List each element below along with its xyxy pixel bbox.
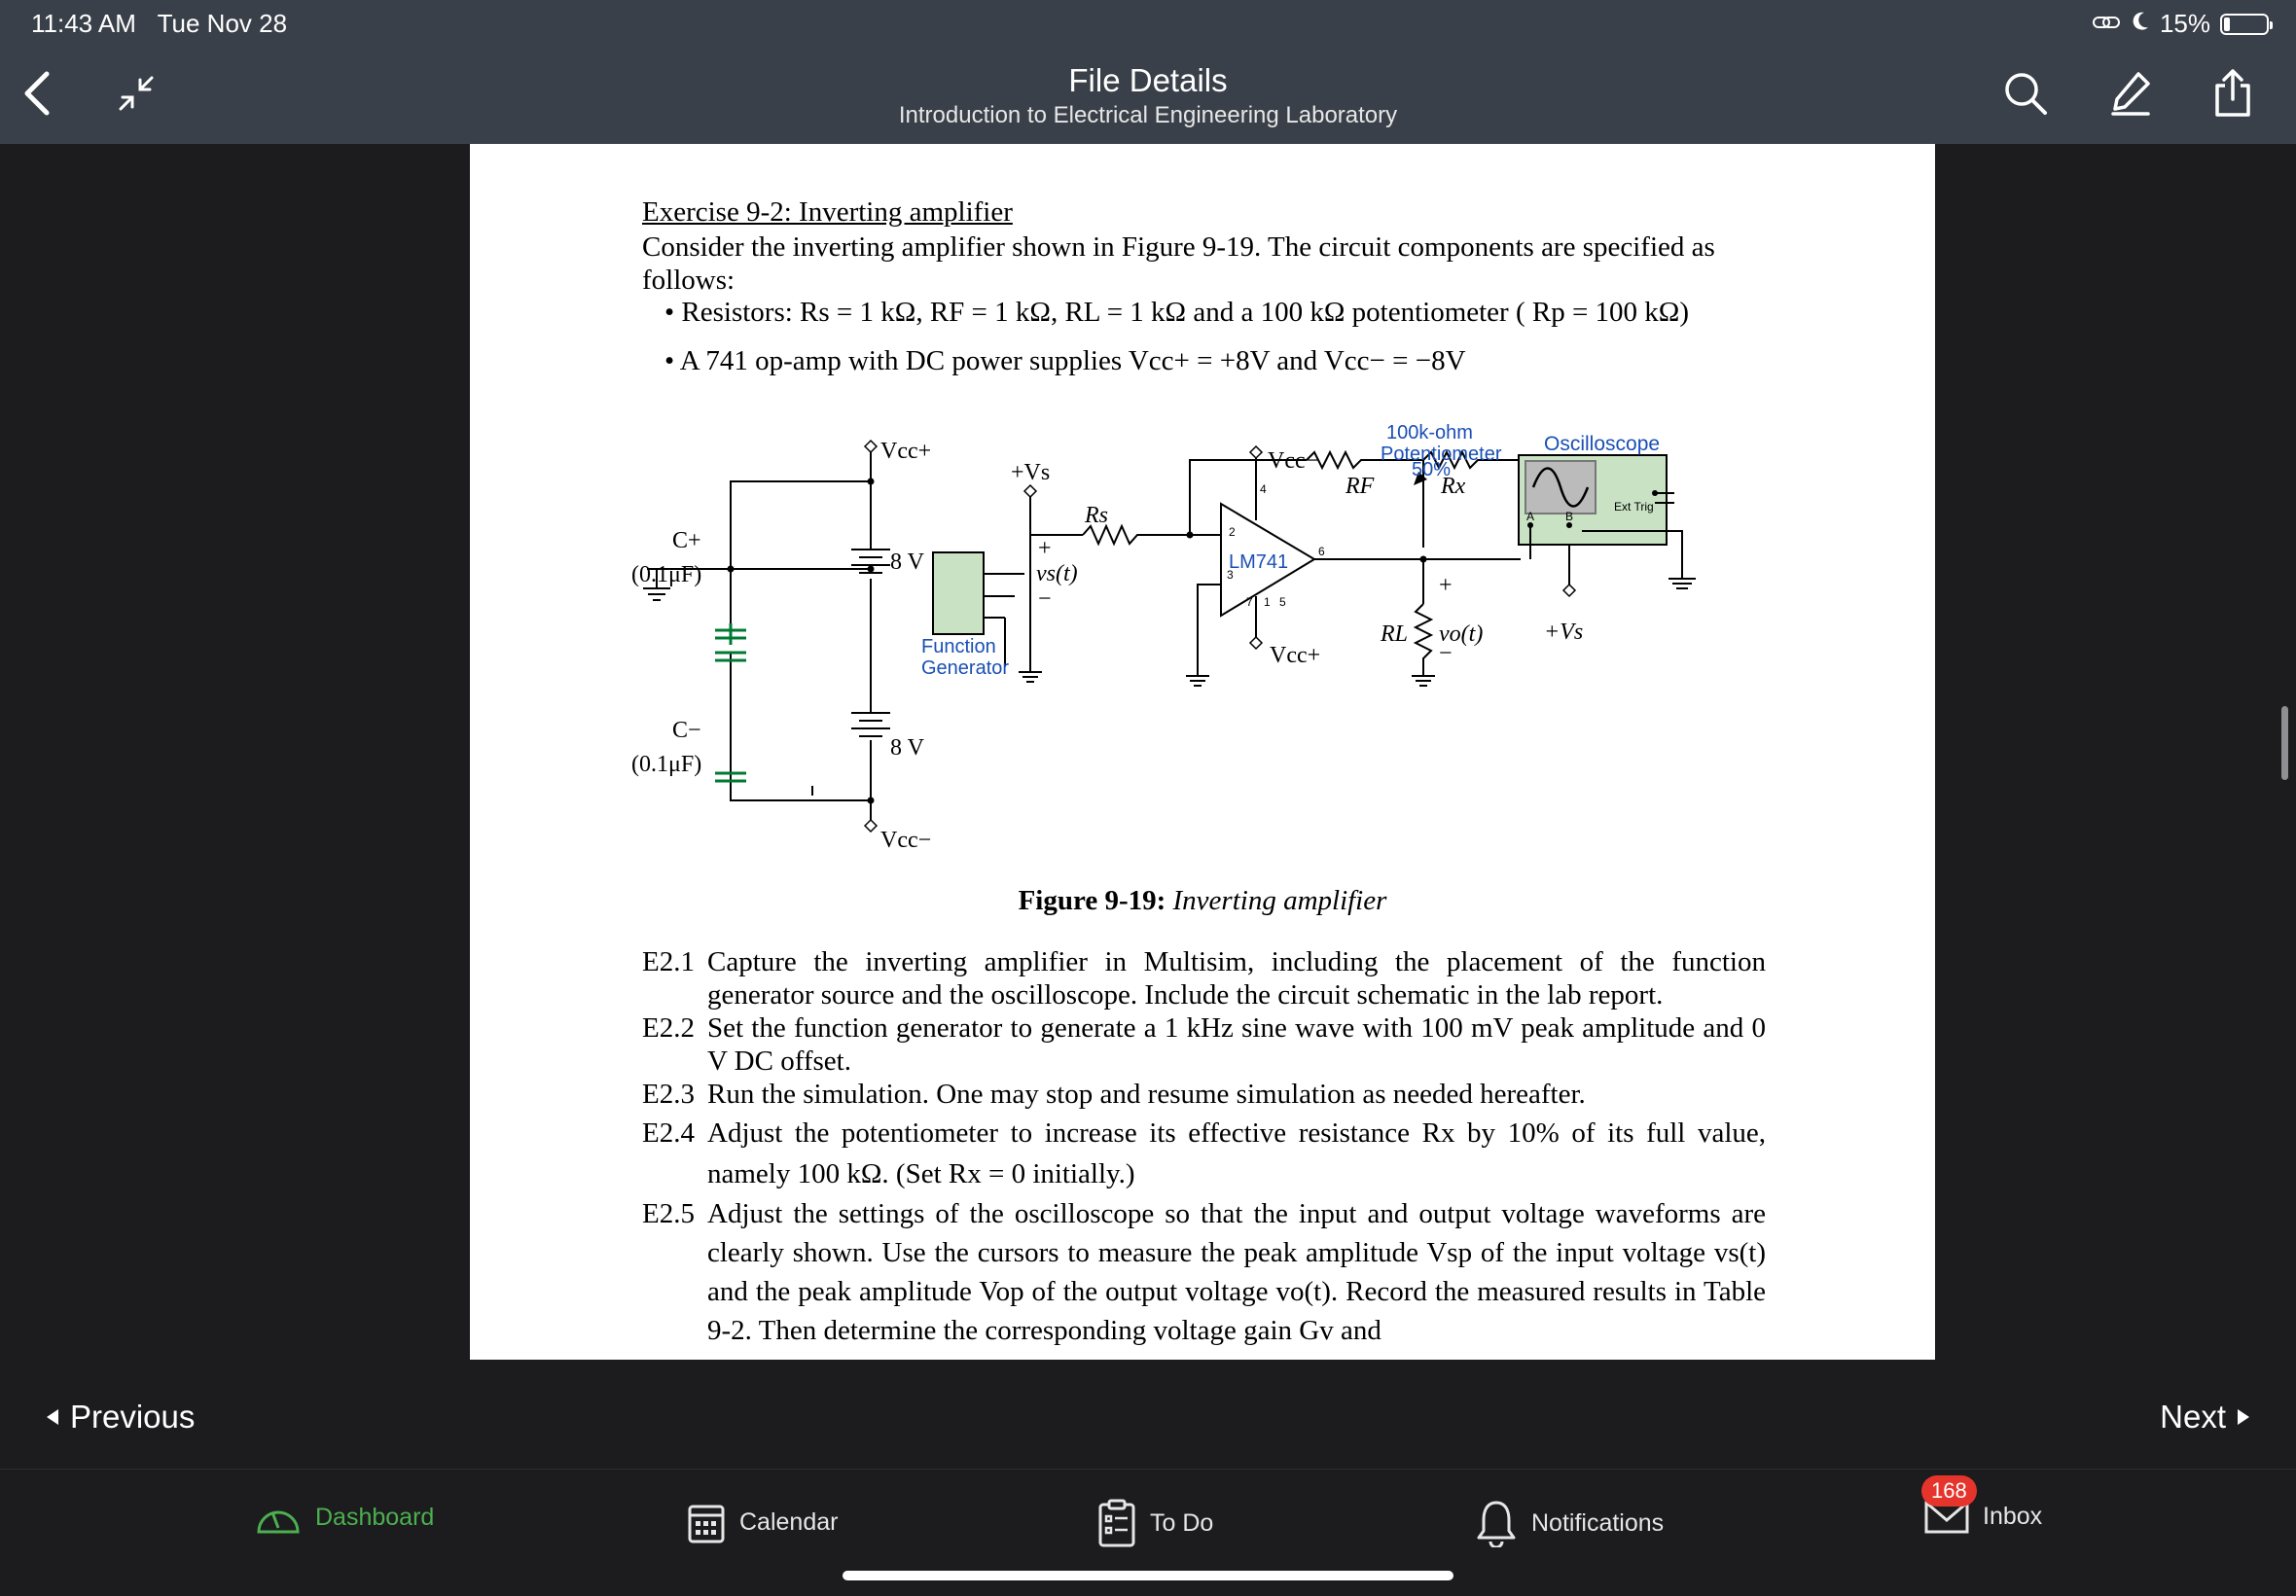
- label-vs-scope: +Vs: [1544, 620, 1584, 645]
- label-pot-line2: Potentiometer: [1381, 443, 1502, 465]
- intro-paragraph: Consider the inverting amplifier shown in Figure 9-19. The circuit components are specified as follows:: [642, 231, 1715, 296]
- label-pin4: 4: [1260, 482, 1267, 496]
- label-pin7: 7: [1246, 595, 1253, 609]
- status-right: [2092, 9, 2269, 39]
- status-bar: [0, 0, 2296, 47]
- bullet-resistors: • Resistors: Rs = 1 kΩ, RF = 1 kΩ, RL = 1 kΩ and a 100 kΩ potentiometer ( Rp = 100 kΩ): [664, 297, 1690, 328]
- label-fg-line2: Generator: [921, 657, 1010, 679]
- label-8v-bottom: 8 V: [890, 735, 924, 761]
- document-viewer[interactable]: [0, 144, 2296, 1360]
- label-vcc-minus-top: Vcc−: [1268, 448, 1319, 474]
- label-pot-pct: 50%: [1412, 459, 1452, 480]
- page-title: File Details: [1068, 62, 1228, 98]
- label-plus-vo: +: [1439, 573, 1453, 598]
- bullet-opamp: • A 741 op-amp with DC power supplies Vcc+ = +8V and Vcc− = −8V: [664, 345, 1466, 376]
- label-minus-vs: −: [1038, 586, 1052, 612]
- label-pin5: 5: [1279, 595, 1286, 609]
- calendar-icon: [687, 1499, 726, 1545]
- moon-icon: [2131, 9, 2150, 39]
- label-vs-t: vs(t): [1036, 561, 1078, 586]
- label-pin6: 6: [1318, 545, 1325, 558]
- label-rs: Rs: [1085, 503, 1108, 528]
- label-8v-top: 8 V: [890, 550, 924, 575]
- share-icon: [2211, 68, 2254, 119]
- course-name: Introduction to Electrical Engineering Laboratory: [898, 102, 1398, 128]
- previous-button[interactable]: Previous: [47, 1399, 195, 1436]
- label-c-plus-val: (0.1μF): [631, 562, 702, 587]
- label-vcc-plus-top: Vcc+: [880, 439, 932, 464]
- next-button[interactable]: Next: [2160, 1399, 2249, 1436]
- document-page: [470, 144, 1935, 1360]
- label-rf: RF: [1345, 474, 1375, 499]
- label-pot-line1: 100k-ohm: [1386, 422, 1473, 443]
- search-button[interactable]: [1996, 64, 2055, 123]
- tab-inbox[interactable]: Inbox: [1924, 1499, 2042, 1534]
- list-item: E2.2 Set the function generator to generate a 1 kHz sine wave with 100 mV peak amplitude and 0 V DC offset.: [642, 1012, 1766, 1077]
- label-ext-trig: Ext Trig: [1614, 500, 1654, 514]
- tab-calendar[interactable]: Calendar: [687, 1499, 838, 1545]
- todo-icon: [1097, 1499, 1136, 1547]
- status-date: Tue Nov 28: [157, 9, 288, 38]
- file-header: [0, 47, 2296, 144]
- status-time: 11:43 AM Tue Nov 28: [31, 9, 288, 38]
- list-item: E2.5 Adjust the settings of the oscilloscope so that the input and output voltage waveforms are clearly shown. Use the cursors to measure the peak amplitude Vsp of the input voltage vs(t) and the peak amplitude Vop of the output voltage vo(t). Record the measured results in Table 9-2. Then determine the corresponding voltage gain Gv and: [642, 1198, 1766, 1346]
- home-indicator[interactable]: [843, 1571, 1453, 1580]
- label-c-minus-val: (0.1μF): [631, 752, 702, 777]
- list-item: E2.4 Adjust the potentiometer to increase its effective resistance Rx by 10% of its full value, namely 100 kΩ. (Set Rx = 0 initially.): [642, 1117, 1766, 1189]
- tab-notifications[interactable]: Notifications: [1475, 1499, 1664, 1547]
- search-icon: [2002, 70, 2049, 117]
- edit-icon: [2109, 70, 2152, 117]
- bell-icon: [1475, 1499, 1518, 1547]
- inbox-badge: 168: [1921, 1475, 1977, 1507]
- caret-left-icon: [47, 1409, 58, 1425]
- label-minus-vo: −: [1439, 641, 1453, 666]
- label-plus-vs: +: [1038, 536, 1052, 561]
- exercise-title: Exercise 9-2: Inverting amplifier: [642, 196, 1013, 228]
- label-rx: Rx: [1441, 474, 1466, 499]
- dashboard-icon: [255, 1499, 302, 1536]
- annotate-button[interactable]: [2101, 64, 2160, 123]
- caret-right-icon: [2238, 1409, 2249, 1425]
- svg-text:Vcc+: [880, 439, 931, 464]
- scrollbar-thumb[interactable]: [2281, 706, 2288, 780]
- label-pin1: 1: [1264, 595, 1271, 609]
- list-item: E2.3 Run the simulation. One may stop and resume simulation as needed hereafter.: [642, 1079, 1586, 1110]
- list-item: E2.1 Capture the inverting amplifier in Multisim, including the placement of the function generator source and the oscilloscope. Include the circuit schematic in the lab report.: [642, 946, 1766, 1011]
- label-fg-line1: Function: [921, 636, 996, 657]
- label-rl: RL: [1381, 621, 1409, 647]
- label-scope: Oscilloscope: [1544, 433, 1661, 455]
- battery-icon: [2220, 14, 2269, 35]
- tab-todo[interactable]: To Do: [1097, 1499, 1213, 1547]
- label-pin2: 2: [1229, 525, 1236, 539]
- label-scope-a: A: [1526, 510, 1535, 523]
- label-scope-b: B: [1565, 510, 1574, 523]
- battery-percent: 15%: [2159, 9, 2210, 38]
- figure-caption: Figure 9-19: Inverting amplifier: [1018, 885, 1387, 916]
- label-pin3: 3: [1227, 568, 1234, 582]
- circuit-schematic: [626, 411, 1793, 859]
- label-vs-plus: +Vs: [1011, 460, 1051, 485]
- file-navigation: [0, 1360, 2296, 1469]
- label-opamp: LM741: [1229, 551, 1289, 573]
- label-vcc-minus-bottom: Vcc−: [880, 828, 932, 853]
- label-c-minus: C−: [672, 718, 701, 743]
- link-icon: [2092, 9, 2121, 39]
- share-button[interactable]: [2204, 64, 2262, 123]
- label-vcc-plus-bottom: Vcc+: [1270, 643, 1321, 668]
- label-c-plus: C+: [672, 528, 701, 553]
- label-vo-t: vo(t): [1439, 621, 1484, 647]
- tab-dashboard[interactable]: Dashboard: [255, 1499, 434, 1536]
